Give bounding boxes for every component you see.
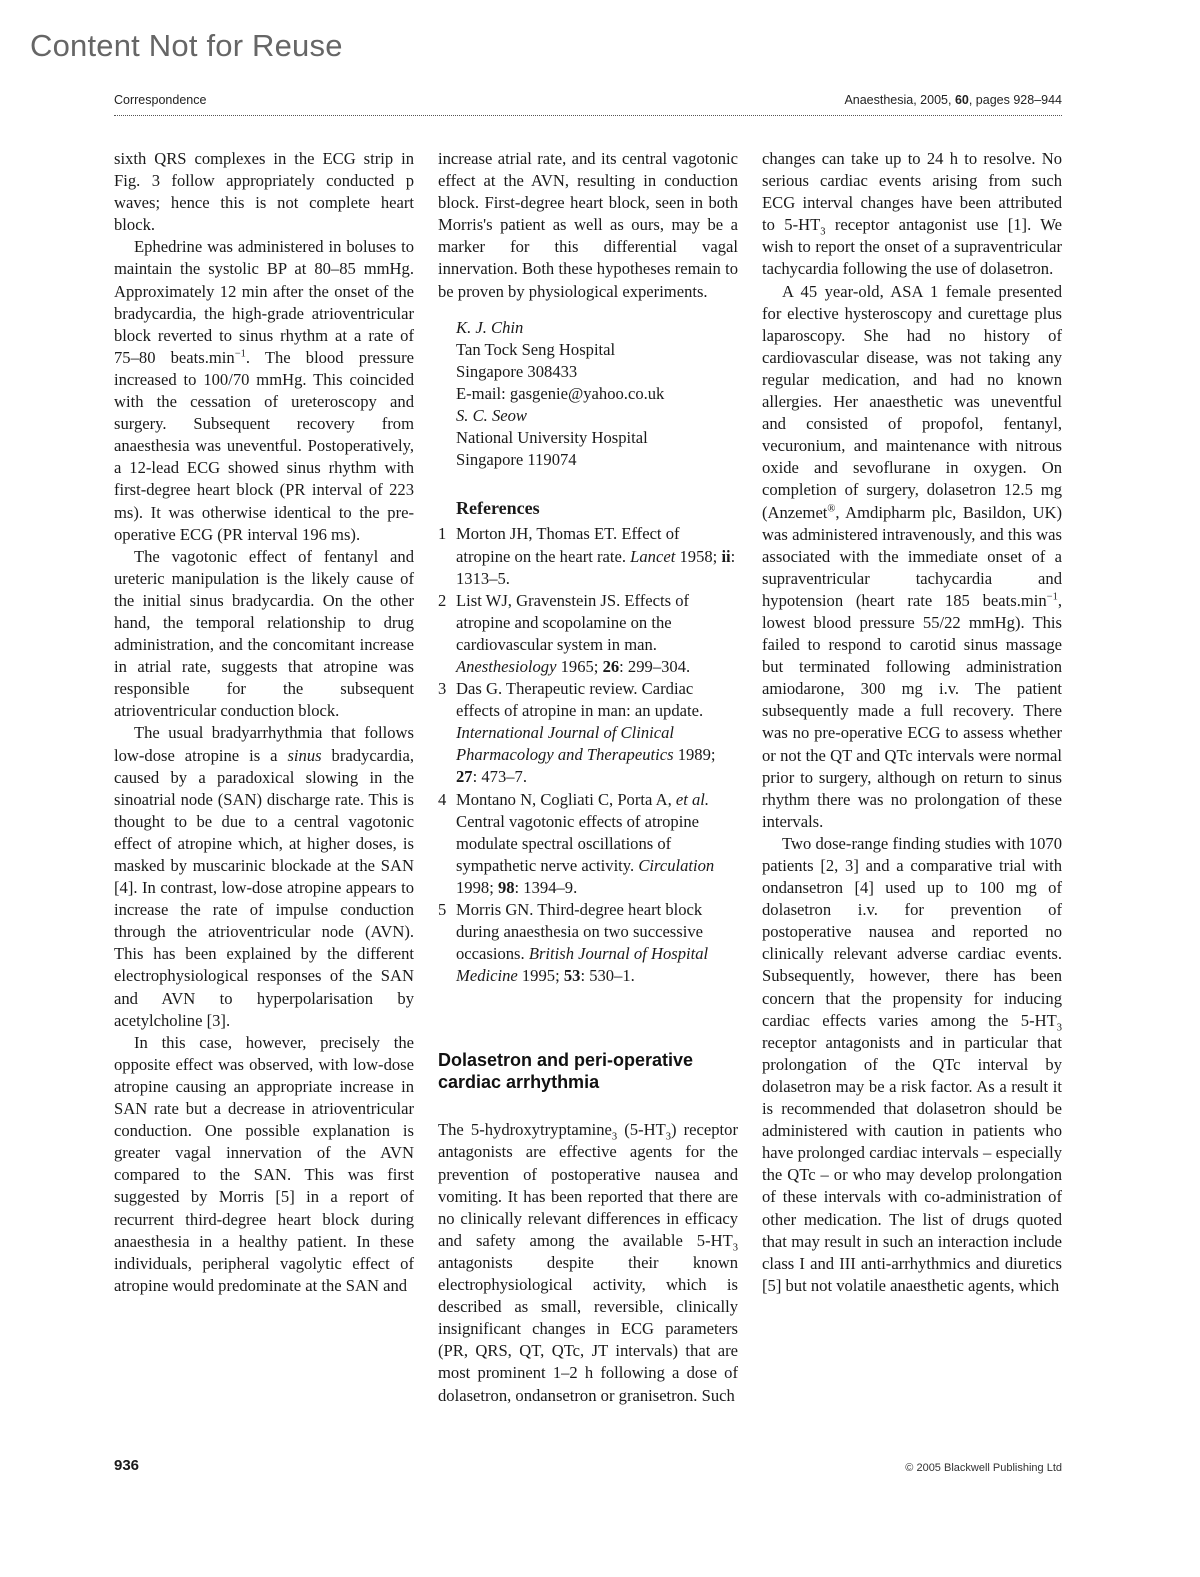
emphasis: sinus [287,745,322,765]
reference-number: 4 [438,789,447,809]
text-run: Das G. Therapeutic review. Cardiac effects of atropine in man: an update. [456,679,704,721]
journal-pages: , pages 928–944 [968,93,1062,107]
reference-item [438,899,738,987]
text-run: , lowest blood pressure 55/22 mmHg). This failed to respond to carotid sinus massage but terminated following administration amiodarone, 300 mg i.v. The patient subsequently made a full recovery. There was no pre-operative ECG to assess whether or not the QT and QTc intervals were normal prior to surgery, although on return to sinus rhythm there was no prolongation of these intervals. [762,590,1062,831]
affiliation: Tan Tock Seng Hospital [456,339,616,359]
reference-number: 1 [438,524,447,544]
reference-item [438,590,738,678]
author-name: S. C. Seow [456,406,527,426]
author-address [456,317,738,472]
volume: 26 [602,656,620,676]
et-al: et al. [675,789,710,809]
text-run: : 299–304. [619,656,691,676]
journal-volume: 60 [954,93,969,107]
column-3 [762,148,1062,1297]
paragraph: The vagotonic effect of fentanyl and ureteric manipulation is the likely cause of the initial sinus bradycardia. On the other hand, the temporal relationship to drug administration, and the concomitant increase in atrial rate, suggests that atropine was responsible for the subsequent atrioventricular conduction block. [114,546,414,721]
text-run: receptor antagonist use [1]. We wish to report the onset of a supraventricular tachycardia following the use of dolasetron. [762,215,1062,279]
reference-item [438,789,738,899]
volume: 98 [497,877,515,897]
journal-name: Anesthesiology [456,656,557,676]
reference-text [456,789,738,899]
reference-text [456,899,738,987]
article-title: Dolasetron and peri-operative cardiac arrhythmia [438,1050,694,1093]
affiliation: National University Hospital [456,428,648,448]
text-run: Montano N, Cogliati C, Porta A, [456,789,676,809]
reference-list [438,523,738,987]
reference-number: 3 [438,679,447,699]
reference-item [438,523,738,589]
reference-text [456,590,738,678]
reference-item [438,678,738,788]
text-run: Central vagotonic effects of atropine modulate spectral oscillations of sympathetic nerve activity. [456,811,699,875]
text-run: . The blood pressure increased to 100/70 mmHg. This coincided with the cessation of ureteroscopy and surgery. Subsequent recovery from anaesthesia was uneventful. Postoperatively, a 12-lead ECG showed sinus rhythm with first-degree heart block (PR interval of 223 ms). It was otherwise identical to the pre-operative ECG (PR interval 196 ms). [114,347,414,544]
text-run: : 1394–9. [514,877,578,897]
paragraph: sixth QRS complexes in the ECG strip in Fig. 3 follow appropriately conducted p waves; hence this is not complete heart block. [114,149,414,235]
journal-prefix: Anaesthesia, 2005, [844,93,952,107]
paragraph [762,281,1062,833]
reference-text [456,523,738,589]
paragraph [114,236,414,545]
column-1 [114,148,414,1297]
paragraph [762,833,1062,1297]
journal-name: Lancet [630,546,676,566]
journal-name: Circulation [638,855,715,875]
article-body [438,1119,738,1406]
reference-number: 5 [438,900,447,919]
text-run: List WJ, Gravenstein JS. Effects of atropine and scopolamine on the cardiovascular system in man. [456,590,690,654]
email: E-mail: gasgenie@yahoo.co.uk [456,383,665,403]
paragraph [114,722,414,1031]
subscript: 3 [611,1131,618,1143]
paragraph: In this case, however, precisely the opposite effect was observed, with low-dose atropine causing an appropriate increase in SAN rate but a decrease in atrioventricular conduction. One possible explanation is greater vagal innervation of the AVN compared to the SAN. This was first suggested by Morris [5] in a report of recurrent third-degree heart block during anaesthesia in a healthy patient. In these individuals, peripheral vagolytic effect of atropine would predominate at the SAN and [114,1032,414,1295]
text-run: 1998; [456,877,498,897]
subscript: 3 [1056,1021,1062,1033]
text-run: The usual bradyarrhythmia that follows low-dose atropine is a [114,723,414,765]
paragraph: increase atrial rate, and its central vagotonic effect at the AVN, resulting in conduction block. First-degree heart block, seen in both Morris's patient as well as ours, may be a marker for this differential vagal innervation. Both these hypotheses remain to be proven by physiological experiments. [438,149,738,301]
copyright: © 2005 Blackwell Publishing Ltd [905,1462,1062,1474]
author-name: K. J. Chin [456,317,524,337]
text-run: bradycardia, caused by a paradoxical slowing in the sinoatrial node (SAN) discharge rate. This is thought to be due to a central vagotonic effect of atropine which, at higher doses, is masked by muscarinic blockade at the SAN [4]. In contrast, low-dose atropine appears to increase the rate of impulse conduction through the atrioventricular node (AVN). This has been explained by the different electrophysiological responses of the SAN and AVN to hyperpolarisation by acetylcholine [3]. [114,745,414,1030]
text-run: 1995; [517,966,564,986]
journal-citation [844,93,1062,107]
subscript: 3 [732,1242,738,1254]
journal-name: International Journal of Clinical Pharmacology and Therapeutics [456,723,675,765]
superscript: −1 [1046,591,1058,603]
running-head [114,93,1062,116]
subscript: 3 [665,1131,671,1143]
text-run: receptor antagonists and in particular that prolongation of the QTc interval by dolasetron may be a risk factor. As a result it is recommended that dolasetron should be administered with caution in patients who have prolonged cardiac intervals – especially the QTc – or who may develop prolongation of these intervals with co-administration of other medication. The list of drugs quoted that may result in such an interaction include class I and III anti-arrhythmics and diuretics [5] but not volatile anaesthetic agents, which [762,1032,1062,1295]
subscript: 3 [820,226,826,238]
superscript: −1 [234,348,246,360]
volume: ii [721,546,731,566]
text-run: : 1313–5. [456,546,736,588]
reference-text [456,678,738,788]
journal-name: British Journal of Hospital Medicine [456,944,709,986]
watermark: Content Not for Reuse [30,28,343,63]
text-run: 1965; [556,656,603,676]
column-2 [438,148,738,1407]
text-run: (5-HT [617,1120,666,1140]
references-heading: References [456,498,540,519]
section-label: Correspondence [114,93,207,107]
text-run: 1958; [675,546,722,566]
text-run: Two dose-range finding studies with 1070 patients [2, 3] and a comparative trial with ondansetron [4] used up to 100 mg of dolasetron i.v. for prevention of postoperative nausea and reported no clinically relevant adverse cardiac events. Subsequently, however, there has been concern that the propensity for inducing cardiac effects varies among the 5-HT [762,833,1062,1030]
text-run: Morris GN. Third-degree heart block during anaesthesia on two successive occasions. [456,900,703,964]
text-run: antagonists despite their known electrophysiological activity, which is described as small, reversible, clinically insignificant changes in ECG parameters (PR, QRS, QT, QTc, JT intervals) that are most prominent 1–2 h following a dose of dolasetron, ondansetron or granisetron. Such [438,1252,738,1405]
text-run: A 45 year-old, ASA 1 female presented for elective hysteroscopy and curettage plus laparoscopy. She had no history of cardiovascular disease, was not taking any regular medication, and had no known allergies. Her anaesthetic was uneventful and consisted of propofol, fentanyl, vecuronium, and maintenance with nitrous oxide and sevoflurane in oxygen. On completion of surgery, dolasetron 12.5 mg (Anzemet [762,281,1062,522]
text-run: ) receptor antagonists are effective agents for the prevention of postoperative nausea and vomiting. It has been reported that there are no clinically relevant differences in efficacy and safety among the available 5-HT [438,1120,738,1250]
text-run: : 530–1. [580,966,635,986]
text-run: changes can take up to 24 h to resolve. No serious cardiac events arising from such ECG interval changes have been attributed to 5-HT [762,149,1062,235]
affiliation-city: Singapore 308433 [456,361,578,381]
registered-mark: ® [827,502,836,514]
text-run: The 5-hydroxytryptamine [438,1120,612,1140]
page-number: 936 [114,1457,140,1474]
text-run: Morton JH, Thomas ET. Effect of atropine on the heart rate. [456,524,680,566]
volume: 53 [563,966,581,986]
paragraph [438,1119,738,1406]
text-run: : 473–7. [472,767,527,787]
reference-number: 2 [438,590,447,610]
text-run: Ephedrine was administered in boluses to maintain the systolic BP at 80–85 mmHg. Approximately 12 min after the onset of the bradycardia, the high-grade atrioventricular block reverted to sinus rhythm at a rate of 75–80 beats.min [114,237,414,367]
affiliation-city: Singapore 119074 [456,450,577,470]
text-run: , Amdipharm plc, Basildon, UK) was administered intravenously, and this was associated with the immediate onset of a supraventricular tachycardia and hypotension (heart rate 185 beats.min [762,502,1062,610]
paragraph [762,148,1062,281]
volume: 27 [456,767,473,787]
text-run: 1989; [673,745,716,765]
